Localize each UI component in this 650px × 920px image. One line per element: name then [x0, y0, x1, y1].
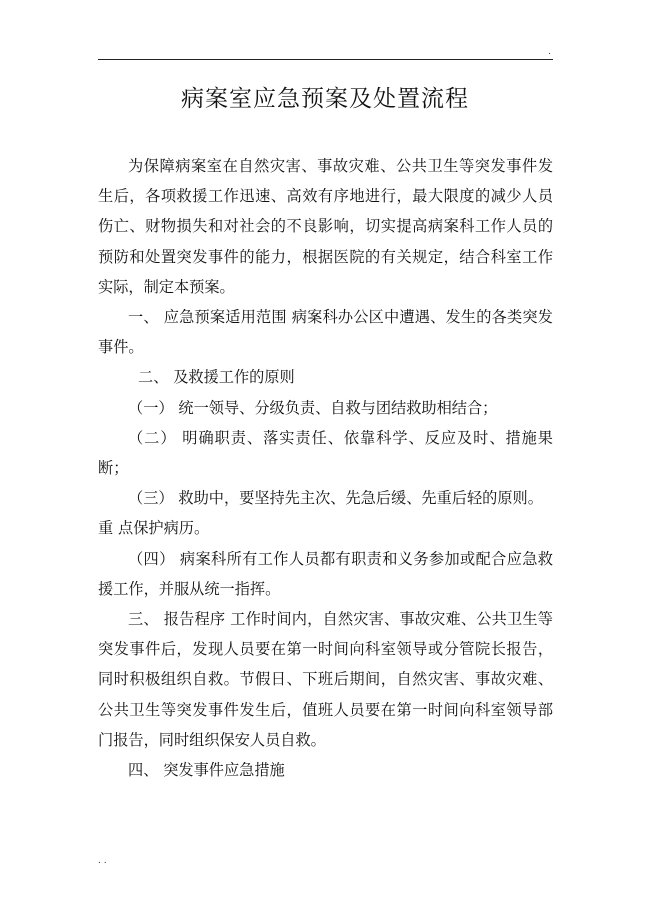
- section-3-reporting: 三、 报告程序 工作时间内，自然灾害、事故灾难、公共卫生等突发事件后，发现人员要在第一时间向科室领导或分管院长报告，同时积极组织自救。节假日、下班后期间，自然灾害、事故灾难、公共卫生等突发事件发生后，值班人员要在第一时间向科室领导部门报告，同时组织保安人员自救。: [98, 610, 553, 749]
- principle-item-4: （四） 病案科所有工作人员都有职责和义务参加或配合应急救援工作，并服从统一指挥。: [98, 549, 553, 598]
- principle-item-1: （一） 统一领导、分级负责、自救与团结救助相结合；: [128, 398, 498, 417]
- principle-item-3: （三） 救助中，要坚持先主次、先急后缓、先重后轻的原则。: [128, 489, 543, 508]
- header-mark: .: [548, 47, 551, 57]
- section-4-heading: 四、 突发事件应急措施: [128, 761, 285, 780]
- header-rule: [98, 59, 553, 60]
- intro-paragraph: 为保障病案室在自然灾害、事故灾难、公共卫生等突发事件发生后，各项救援工作迅速、高效有序地进行，最大限度的减少人员伤亡、财物损失和对社会的不良影响，切实提高病案科工作人员的预防和处置突发事件的能力，根据医院的有关规定，结合科室工作实际，制定本预案。: [98, 157, 553, 296]
- section-2-heading: 二、 及救援工作的原则: [138, 368, 295, 387]
- footer-mark: . .: [98, 856, 107, 866]
- principle-item-3-continuation: 重 点保护病历。: [98, 519, 210, 538]
- document-body: [98, 151, 553, 785]
- document-title: 病案室应急预案及处置流程: [181, 86, 469, 112]
- section-1-scope: 一、 应急预案适用范围 病案科办公区中遭遇、发生的各类突发事件。: [98, 308, 553, 357]
- principle-item-2: （二） 明确职责、落实责任、依靠科学、反应及时、措施果断；: [98, 428, 553, 478]
